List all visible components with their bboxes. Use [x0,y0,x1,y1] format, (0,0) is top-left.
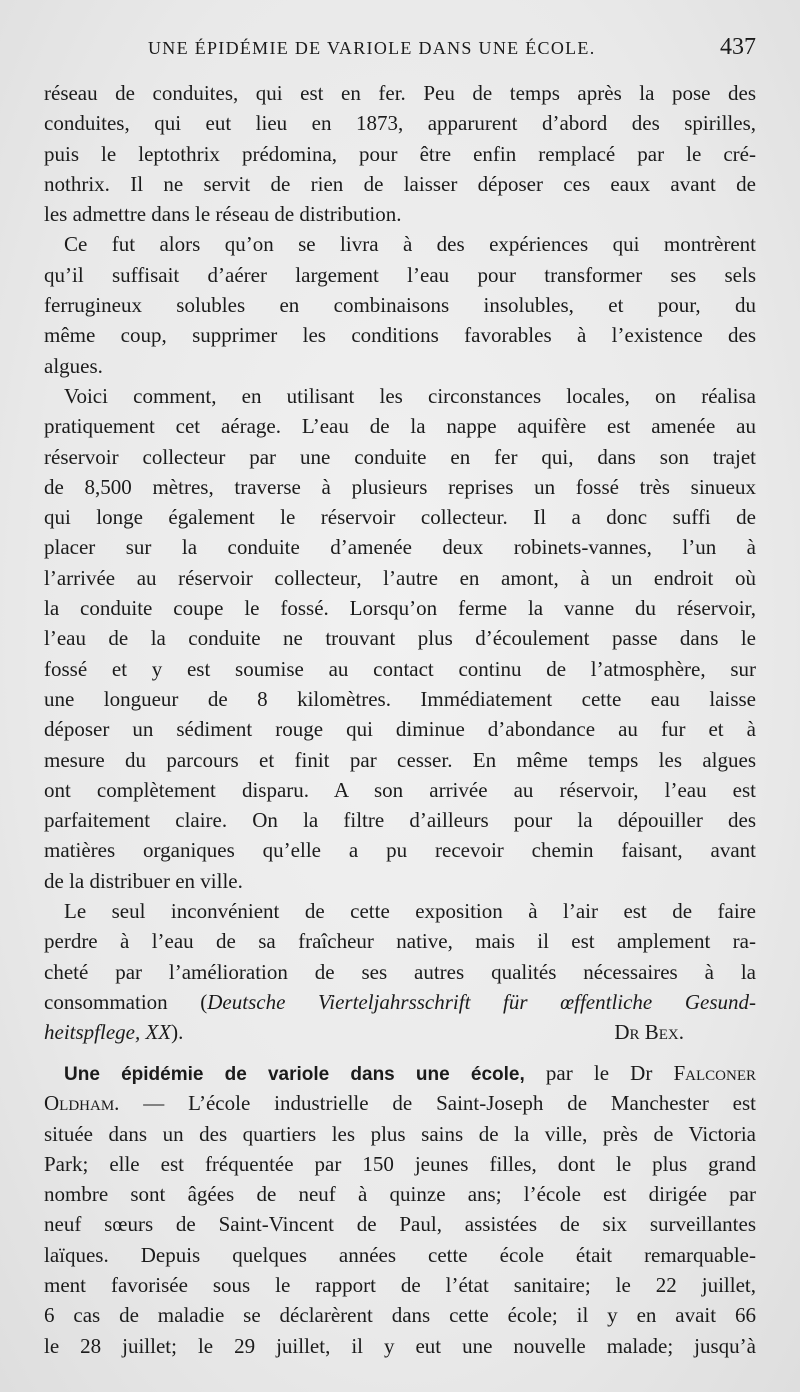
text-line: située dans un des quartiers les plus sains de la ville, près de Victoria [44,1121,756,1146]
page-header [44,34,756,66]
text-line: cheté par l’amélioration de ses autres qualités nécessaires à la [44,959,756,984]
text-line: Park; elle est fréquentée par 150 jeunes filles, dont le plus grand [44,1151,756,1176]
text-line: l’arrivée au réservoir collecteur, l’autre en amont, à un endroit où [44,565,756,590]
author-signature: Dr Bex. [614,1020,684,1045]
text-line: neuf sœurs de Saint-Vincent de Paul, assistées de six surveillantes [44,1212,756,1237]
text-line: ont complètement disparu. A son arrivée au réservoir, l’eau est [44,777,756,802]
text-line: nothrix. Il ne servit de rien de laisser déposer ces eaux avant de [44,171,756,196]
author-first-name: Falconer [673,1061,756,1085]
text-line [44,1017,756,1047]
smallpox-article [44,1058,756,1361]
text-line: les admettre dans le réseau de distribution. [44,202,402,227]
author-intro: par le Dr [524,1061,674,1085]
text-line: ferrugineux solubles en combinaisons insolubles, et pour, du [44,293,756,318]
article-title: Une épidémie de variole dans une école, [64,1064,525,1085]
text-line: fossé et y est soumise au contact continu de l’atmosphère, sur [44,656,756,681]
citation-prefix: consommation ( [44,989,208,1014]
text-line: conduites, qui eut lieu en 1873, apparurent d’abord des spirilles, [44,111,756,136]
text-line: pratiquement cet aérage. L’eau de la nappe aquifère est amenée au [44,414,756,439]
water-supply-article [44,78,756,1048]
article-heading-line [44,1058,756,1088]
text-line: perdre à l’eau de sa fraîcheur native, mais il est amplement ra- [44,929,756,954]
text-line: de 8,500 mètres, traverse à plusieurs reprises un fossé très sinueux [44,474,756,499]
text-line: 6 cas de maladie se déclarèrent dans cette école; il y en avait 66 [44,1303,756,1328]
citation-end [44,1017,183,1047]
text-line: réservoir collecteur par une conduite en fer qui, dans son trajet [44,444,756,469]
text-line: le 28 juillet; le 29 juillet, il y eut une nouvelle malade; jusqu’à [44,1333,756,1358]
text-line: même coup, supprimer les conditions favorables à l’existence des [44,323,756,348]
text-line: Ce fut alors qu’on se livra à des expériences qui montrèrent [64,232,756,257]
paragraph-1 [44,78,756,229]
text-line: qui longe également le réservoir collecteur. Il a donc suffi de [44,505,756,530]
running-title: UNE ÉPIDÉMIE DE VARIOLE DANS UNE ÉCOLE. [148,38,596,58]
text-line: une longueur de 8 kilomètres. Immédiatement cette eau laisse [44,686,756,711]
author-last-name: Oldham [44,1091,115,1116]
text-line: qu’il suffisait d’aérer largement l’eau pour transformer ses sels [44,262,756,287]
text-line [44,1088,756,1118]
text-line: mesure du parcours et finit par cesser. En même temps les algues [44,747,756,772]
text-line: laïques. Depuis quelques années cette école était remarquable- [44,1242,756,1267]
text-line: déposer un sédiment rouge qui diminue d’abondance au fur et à [44,717,756,742]
text-line: matières organiques qu’elle a pu recevoir chemin faisant, avant [44,838,756,863]
citation-journal: Deutsche Vierteljahrsschrift für œffentliche Gesund- [207,989,756,1014]
text-line: ment favorisée sous le rapport de l’état sanitaire; le 22 juillet, [44,1273,756,1298]
citation-suffix: ). [171,1020,184,1045]
citation-journal-end: heitspflege, XX [44,1020,172,1045]
text-line: parfaitement claire. On la filtre d’ailleurs pour la dépouiller des [44,808,756,833]
text-line: placer sur la conduite d’amenée deux robinets-vannes, l’un à [44,535,756,560]
text-line: de la distribuer en ville. [44,868,243,893]
paragraph-3 [44,381,756,896]
page-number: 437 [720,34,756,60]
text-line-rest: . — L’école industrielle de Saint-Joseph de Manchester est [114,1091,756,1116]
text-line: nombre sont âgées de neuf à quinze ans; l’école est dirigée par [44,1182,756,1207]
text-line: puis le leptothrix prédomina, pour être enfin remplacé par le cré- [44,141,756,166]
text-line: l’eau de la conduite ne trouvant plus d’écoulement passe dans le [44,626,756,651]
paragraph-2 [44,229,756,380]
text-line: réseau de conduites, qui est en fer. Peu de temps après la pose des [44,81,756,105]
text-line: Le seul inconvénient de cette exposition à l’air est de faire [64,899,756,924]
text-line: Voici comment, en utilisant les circonstances locales, on réalisa [64,383,756,408]
text-line [44,987,756,1017]
text-line: la conduite coupe le fossé. Lorsqu’on ferme la vanne du réservoir, [44,596,756,621]
text-line: algues. [44,353,103,378]
paragraph-4 [44,896,756,1047]
